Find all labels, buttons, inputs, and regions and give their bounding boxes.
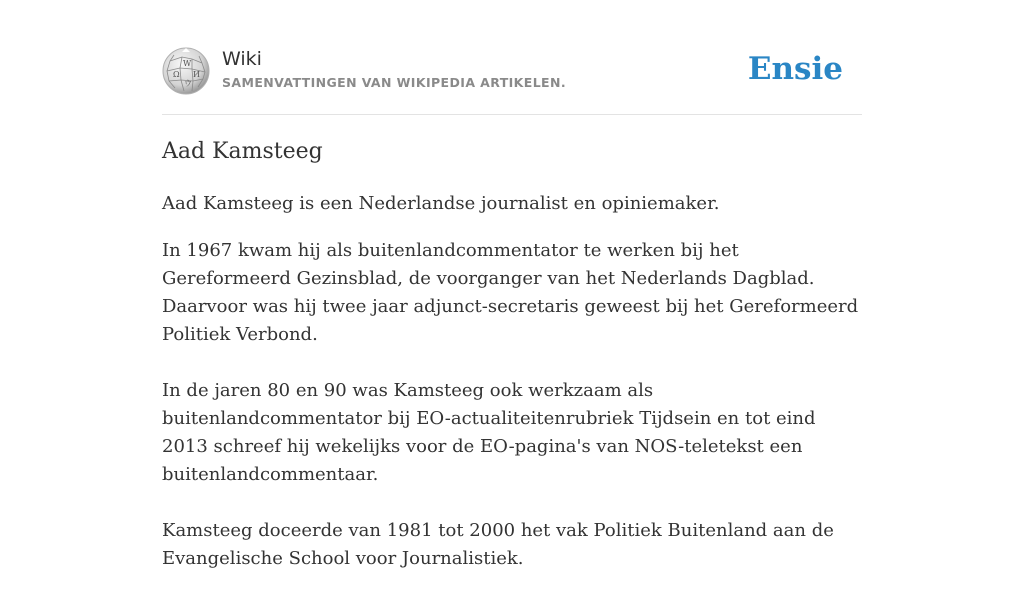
article-intro: Aad Kamsteeg is een Nederlandse journalist en opiniemaker. (162, 193, 720, 214)
svg-text:И: И (193, 70, 200, 79)
svg-text:Ω: Ω (173, 70, 180, 79)
article-body (162, 237, 862, 601)
ensie-brand-logo[interactable]: Ensie (747, 51, 843, 87)
svg-text:W: W (183, 59, 192, 68)
article-paragraph: In de jaren 80 en 90 was Kamsteeg ook werkzaam als buitenlandcommentator bij EO-actualiteitenrubriek Tijdsein en tot eind 2013 schreef hij wekelijks voor de EO-pagina's van NOS-teletekst een buitenlandcommentaar. (162, 380, 816, 485)
site-header (162, 44, 862, 115)
svg-text:ウ: ウ (184, 79, 192, 88)
site-tagline: SAMENVATTINGEN VAN WIKIPEDIA ARTIKELEN. (222, 75, 567, 90)
article-paragraph: In 1967 kwam hij als buitenlandcommentator te werken bij het Gereformeerd Gezinsblad, de voorganger van het Nederlands Dagblad. Daarvoor was hij twee jaar adjunct-secretaris geweest bij het Gereformeerd Politiek Verbond. (162, 240, 859, 345)
article-title: Aad Kamsteeg (162, 139, 323, 164)
site-name[interactable]: Wiki (222, 48, 262, 70)
wikipedia-globe-icon[interactable] (162, 47, 210, 95)
article-paragraph: Kamsteeg doceerde van 1981 tot 2000 het vak Politiek Buitenland aan de Evangelische School voor Journalistiek. (162, 520, 834, 569)
